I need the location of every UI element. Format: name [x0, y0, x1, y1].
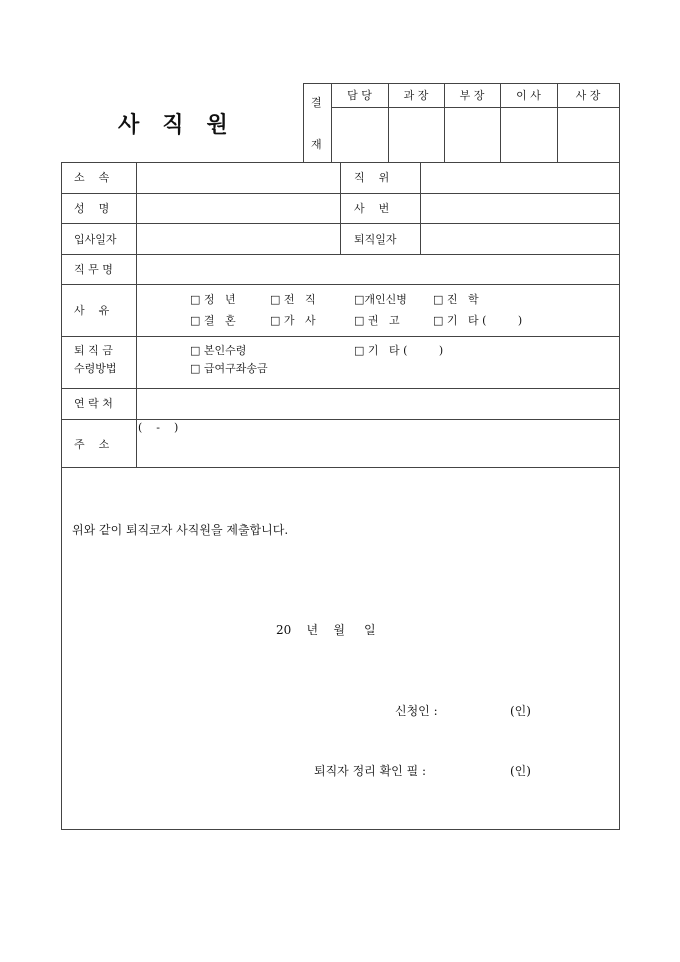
- approval-col-section-chief: 과 장: [403, 89, 429, 102]
- approval-sign-dept-head[interactable]: [445, 108, 499, 162]
- reason-option-recommendation[interactable]: □ 권 고: [354, 314, 400, 327]
- reason-option-household[interactable]: □ 가 사: [270, 314, 316, 327]
- approval-sign-section-chief[interactable]: [389, 108, 443, 162]
- form-title: 사 직 원: [118, 112, 228, 138]
- position-field[interactable]: [421, 163, 618, 192]
- label-join-date: 입사일자: [74, 233, 117, 246]
- label-name: 성 명: [74, 202, 110, 215]
- label-position: 직 위: [354, 171, 390, 184]
- payment-option-salary-account[interactable]: □ 급여구좌송금: [190, 362, 268, 375]
- approval-sign-director[interactable]: [501, 108, 556, 162]
- approval-col-president: 사 장: [575, 89, 601, 102]
- affiliation-field[interactable]: [137, 163, 339, 192]
- date-line: 20 년 월 일: [276, 623, 376, 637]
- reason-option-job-change[interactable]: □ 전 직: [270, 293, 316, 306]
- payment-option-other[interactable]: □ 기 타 ( ): [354, 344, 444, 357]
- confirm-label: 퇴직자 정리 확인 필 :: [314, 764, 427, 778]
- join-date-field[interactable]: [137, 224, 339, 253]
- label-payment-line2: 수령방법: [74, 362, 117, 375]
- name-field[interactable]: [137, 194, 339, 222]
- leave-date-field[interactable]: [421, 224, 618, 253]
- contact-field[interactable]: [137, 389, 618, 418]
- label-leave-date: 퇴직일자: [354, 233, 397, 246]
- applicant-seal[interactable]: (인): [510, 704, 531, 718]
- payment-option-self[interactable]: □ 본인수령: [190, 344, 247, 357]
- address-field[interactable]: [137, 434, 618, 466]
- approval-label-bottom: 재: [311, 138, 322, 151]
- approval-col-dept-head: 부 장: [459, 89, 485, 102]
- approval-col-director: 이 사: [516, 89, 541, 102]
- label-payment-line1: 퇴 직 금: [74, 344, 113, 357]
- reason-option-study[interactable]: □ 진 학: [433, 293, 479, 306]
- label-employee-no: 사 번: [354, 202, 390, 215]
- approval-sign-president[interactable]: [558, 108, 618, 162]
- employee-no-field[interactable]: [421, 194, 618, 222]
- duty-field[interactable]: [137, 255, 618, 283]
- label-reason: 사 유: [74, 304, 110, 317]
- address-postal-hint: ( - ): [138, 421, 179, 434]
- approval-sign-staff[interactable]: [332, 108, 387, 162]
- approval-col-staff: 담 당: [347, 89, 372, 102]
- label-duty: 직 무 명: [74, 263, 113, 276]
- confirm-seal[interactable]: (인): [510, 764, 531, 778]
- label-contact: 연 락 처: [74, 397, 113, 410]
- reason-option-retirement[interactable]: □ 정 년: [190, 293, 236, 306]
- applicant-label: 신청인 :: [395, 704, 438, 718]
- statement-text: 위와 같이 퇴직코자 사직원을 제출합니다.: [72, 523, 289, 537]
- reason-option-illness[interactable]: □개인신병: [354, 293, 407, 306]
- reason-option-other[interactable]: □ 기 타 ( ): [433, 314, 523, 327]
- label-address: 주 소: [74, 438, 110, 451]
- approval-label-top: 결: [311, 96, 322, 109]
- label-affiliation: 소 속: [74, 171, 110, 184]
- reason-option-marriage[interactable]: □ 결 혼: [190, 314, 236, 327]
